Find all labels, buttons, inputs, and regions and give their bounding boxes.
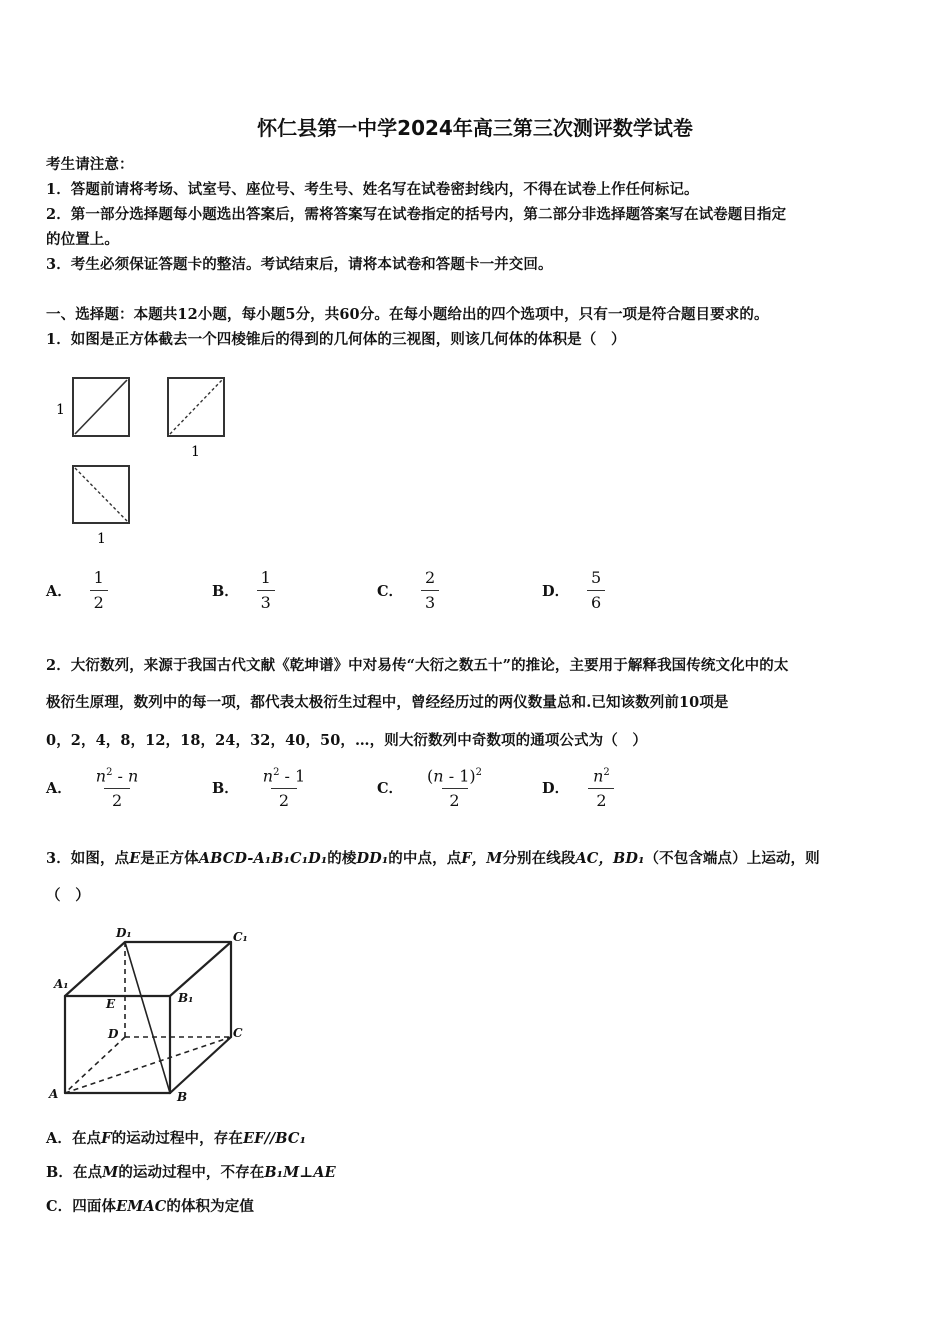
- q2-line-1: 2．大衍数列，来源于我国古代文献《乾坤谱》中对易传“大衍之数五十”的推论，主要用于解释我国传统文化中的太: [46, 657, 789, 674]
- hidden-diagonal-a-c: [65, 1037, 231, 1093]
- q1-option-a[interactable]: A． $\frac{1}{2}$: [46, 569, 108, 612]
- notice-item-2: 2．第一部分选择题每小题选出答案后，需将答案写在试卷指定的括号内，第二部分非选择题答案写在试卷题目指定: [46, 206, 787, 223]
- q1-option-d[interactable]: D． $\frac{5}{6}$: [542, 569, 605, 612]
- section-heading: 一、选择题：本题共12小题，每小题5分，共60分。在每小题给出的四个选项中，只有一项是符合题目要求的。: [46, 306, 769, 323]
- side-view-square: [168, 378, 224, 436]
- q3-option-c[interactable]: C．四面体EMAC的体积为定值: [46, 1198, 254, 1215]
- cube-solid-edges-top: [65, 942, 231, 996]
- side-view-label: 1: [191, 444, 200, 460]
- top-view-square: [73, 466, 129, 523]
- label-a1: A₁: [54, 977, 69, 991]
- exam-title: 怀仁县第一中学2024年高三第三次测评数学试卷: [257, 116, 693, 140]
- q1-stem: 1．如图是正方体截去一个四棱锥后的得到的几何体的三视图，则该几何体的体积是（ ）: [46, 331, 626, 348]
- label-d1: D₁: [116, 926, 132, 940]
- hidden-edge-d-a: [65, 1037, 125, 1093]
- diagonal-d1-b: [125, 942, 170, 1093]
- q2-line-2: 极衍生原理，数列中的每一项，都代表太极衍生过程中，曾经经历过的两仪数量总和.已知该数列前10项是: [46, 694, 729, 711]
- q1-option-c[interactable]: C． $\frac{2}{3}$: [377, 569, 439, 612]
- q3-line-2: （ ）: [46, 887, 90, 904]
- label-e: E: [106, 997, 116, 1011]
- q3-cube-figure: [45, 920, 265, 1110]
- label-a: A: [49, 1087, 59, 1101]
- q3-option-a[interactable]: A．在点F的运动过程中，存在EF//BC₁: [46, 1130, 307, 1147]
- label-d: D: [108, 1027, 119, 1041]
- q3-line-1: 3．如图，点E是正方体ABCD-A₁B₁C₁D₁的棱DD₁的中点，点F，M分别在线段AC，BD₁（不包含端点）上运动，则: [46, 850, 820, 867]
- q2-option-b-numerator: $n^2 - 1$: [262, 766, 306, 786]
- front-view-diagonal: [75, 380, 127, 434]
- q2-option-c-numerator: (n - 1)$^2$: [427, 766, 482, 786]
- q1-three-view-figure: [50, 370, 290, 570]
- label-c1: C₁: [233, 930, 248, 944]
- q1-option-b[interactable]: B． $\frac{1}{3}$: [212, 569, 275, 612]
- top-view-label: 1: [97, 531, 106, 547]
- notice-item-2-cont: 的位置上。: [46, 231, 119, 248]
- q2-line-3: 0，2，4，8，12，18，24，32，40，50，…，则大衍数列中奇数项的通项公式为（ ）: [46, 732, 648, 749]
- q2-option-d[interactable]: D． $\frac{n^2}{2}$: [542, 764, 616, 810]
- front-view-label: 1: [56, 402, 65, 418]
- q2-option-d-numerator: $n^2$: [593, 766, 610, 786]
- label-b: B: [177, 1090, 188, 1104]
- side-view-dashed-diagonal: [170, 380, 222, 434]
- top-view-dashed-diagonal: [75, 468, 127, 521]
- q2-option-b[interactable]: B． $\frac{n^2 - 1}{2}$: [212, 764, 311, 810]
- notice-item-3: 3．考生必须保证答题卡的整洁。考试结束后，请将本试卷和答题卡一并交回。: [46, 256, 553, 273]
- q2-option-a-numerator: $n^2$ - n: [95, 766, 139, 786]
- q2-option-c[interactable]: C． $\frac{(n - 1)^2}{2}$: [377, 764, 488, 810]
- q3-option-b[interactable]: B．在点M的运动过程中，不存在B₁M⊥AE: [46, 1164, 336, 1181]
- notice-item-1: 1．答题前请将考场、试室号、座位号、考生号、姓名写在试卷密封线内，不得在试卷上作任何标记。: [46, 181, 699, 198]
- edge-b-c: [170, 1037, 231, 1093]
- label-b1: B₁: [178, 991, 194, 1005]
- notice-heading: 考生请注意：: [46, 156, 134, 173]
- q2-option-a[interactable]: A． $\frac{n^2 - n}{2}$: [46, 764, 144, 810]
- label-c: C: [233, 1026, 243, 1040]
